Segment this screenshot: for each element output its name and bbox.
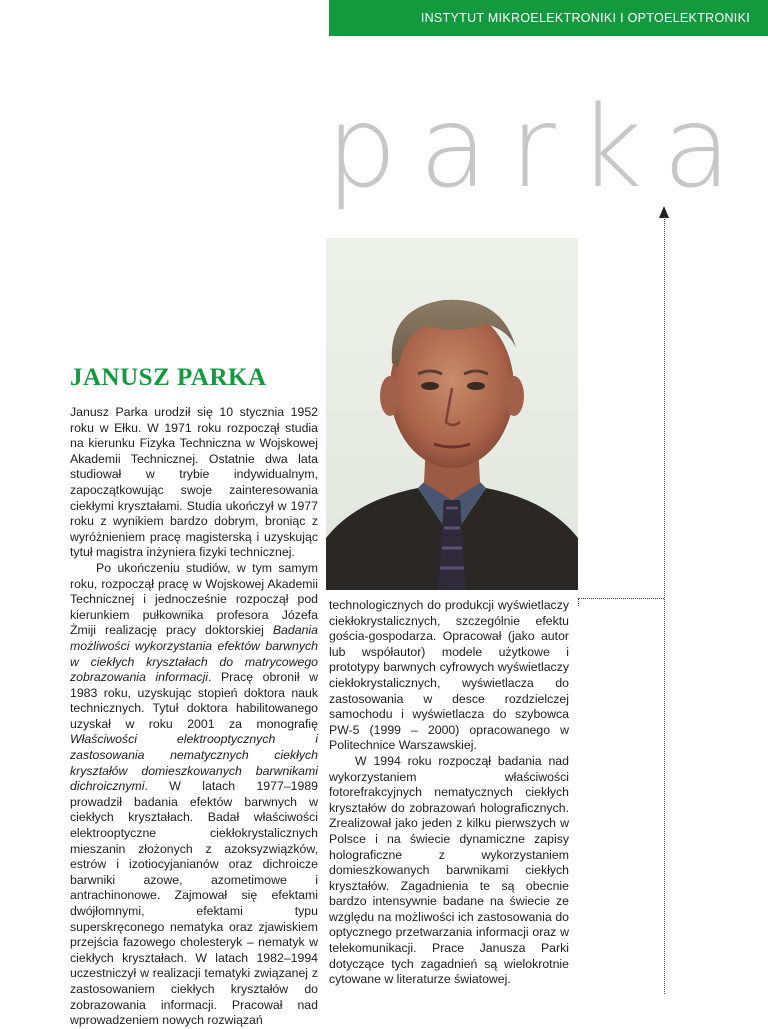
text-span: . W latach 1977–1989 prowadził badania efektów barwnych w ciekłych kryształach. Badał właściwości elektrooptyczne ciekłokrystalicznych mieszanin złożonych z azoksyzwiązków, estrów i izotiocyjanianów oraz dichroicze barwniki azowe, azometimowe i antrachinonowe. Zajmował się efektami dwójłomnymi, efektami typu superskręconego nematyka oraz zjawiskiem przejścia fazowego cholesteryk – nematyk w ciekłych kryształach. W latach 1982–1994 uczestniczył w realizacji tematyki związanej z zastosowaniem ciekłych kryształów do zobrazowania informacji. Pracował nad wprowadzeniem nowych rozwiązań: [70, 779, 318, 1028]
page-title: JANUSZ PARKA: [70, 364, 267, 391]
institute-label: INSTYTUT MIKROELEKTRONIKI I OPTOELEKTRONIKI: [420, 11, 750, 25]
surname-display: parka: [326, 83, 754, 213]
dotted-line-horizontal: [578, 598, 664, 599]
column-right: [329, 598, 569, 988]
thesis-title: Badania możliwości wykorzystania efektów barwnych w ciekłych kryształach do matrycowego zobrazowania informacji: [70, 623, 318, 685]
paragraph-3: technologicznych do produkcji wyświetlaczy ciekłokrystalicznych, szczególnie efektu gościa-gospodarza. Opracował (jako autor lub współautor) modele użytkowe i prototypy barwnych cyfrowych wyświetlaczy ciekłokrystalicznych, wyświetlacza do zastosowania w desce rozdzielczej samochodu i wyświetlacza do szybowca PW-5 (1999 – 2000) opracowanego w Politechnice Warszawskiej.: [329, 598, 569, 753]
column-left: [70, 405, 318, 1029]
monograph-title: Właściwości elektrooptycznych i zastosowania nematycznych ciekłych kryształów domieszkowanych barwnikami dichroicznymi: [70, 732, 318, 794]
paragraph-4: W 1994 roku rozpoczął badania nad wykorzystaniem właściwości fotorefrakcyjnych nematycznych ciekłych kryształów do zobrazowań holograficznych. Zrealizował jako jeden z kilku pierwszych w Polsce i na świecie dynamiczne zapisy holograficzne z wykorzystaniem domieszkowanych barwnikami ciekłych kryształów. Zagadnienia te są obecnie bardzo intensywnie badane na świecie ze względu na możliwości ich zastosowania do optycznego przetwarzania informacji oraz w telekomunikacji. Prace Janusza Parki dotyczące tych zagadnień są wielokrotnie cytowane w literaturze światowej.: [329, 753, 569, 987]
portrait-photo: [326, 238, 578, 590]
dotted-line-vertical: [664, 216, 665, 994]
dotted-line-tick: [578, 598, 579, 606]
paragraph-1: Janusz Parka urodził się 10 stycznia 1952 roku w Ełku. W 1971 roku rozpoczął studia na kierunku Fizyka Techniczna w Wojskowej Akademii Technicznej. Ostatnie dwa lata studiował w trybie indywidualnym, zapoczątkowując swoje zainteresowania ciekłymi kryształami. Studia ukończył w 1977 roku z wynikiem bardzo dobrym, broniąc z wyróżnieniem pracę magisterską i uzyskując tytuł magistra inżyniera fizyki technicznej.: [70, 405, 318, 560]
header-bar: [329, 0, 768, 36]
paragraph-2: [70, 561, 318, 1029]
text-span: Po ukończeniu studiów, w tym samym roku, rozpoczął pracę w Wojskowej Akademii Technicznej i jednocześnie rozpoczął pod kierunkiem pułkownika profesora Józefa Żmiji realizację pracy doktorskiej: [70, 560, 318, 638]
text-span: . Pracę obronił w 1983 roku, uzyskując stopień doktora nauk technicznych. Tytuł doktora habilitowanego uzyskał w roku 2001 za monografię: [70, 670, 318, 731]
